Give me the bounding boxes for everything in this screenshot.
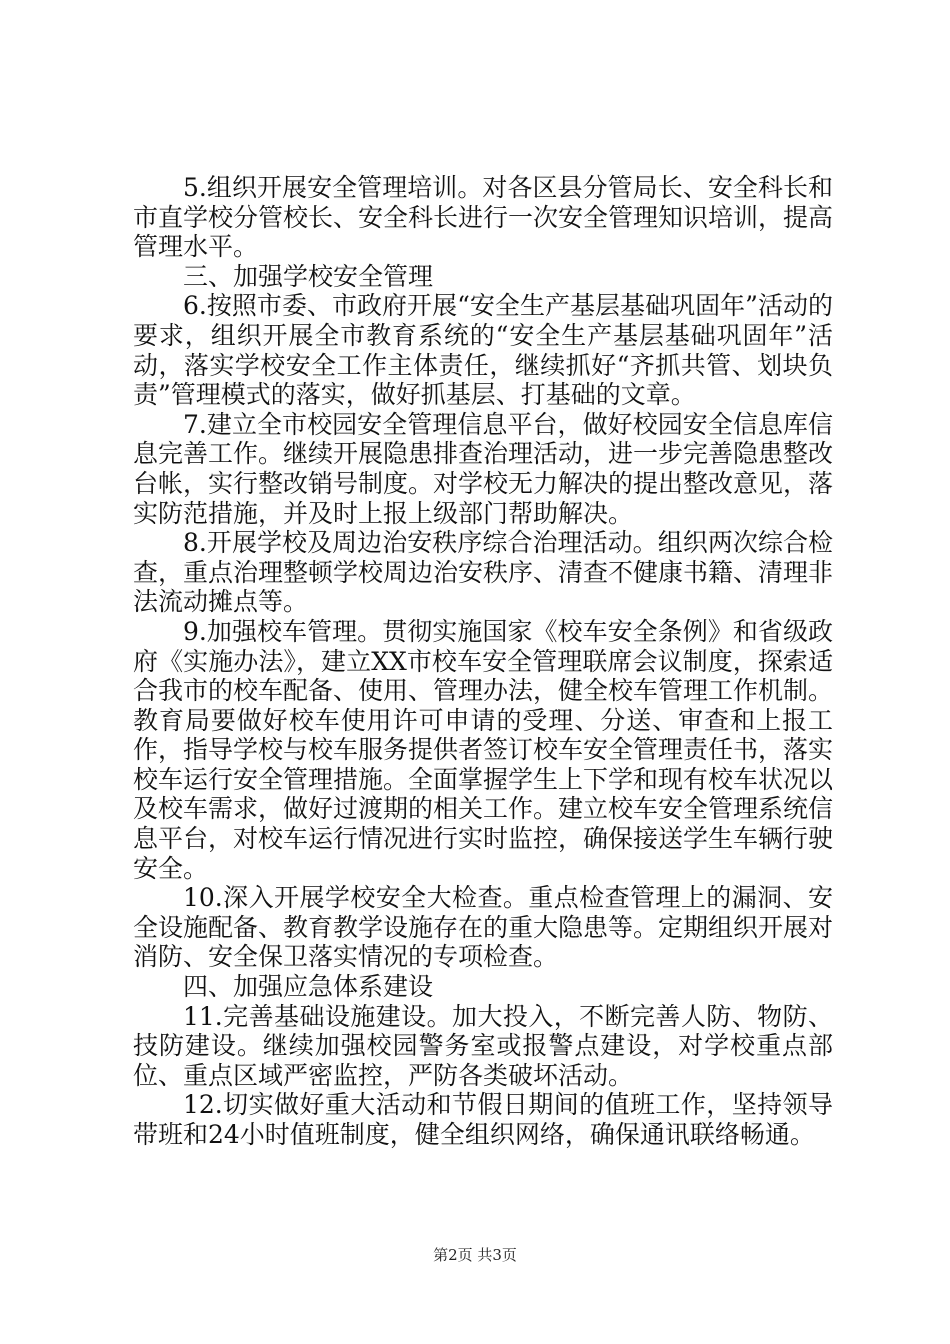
paragraph-item-5: 5.组织开展安全管理培训。对各区县分管局长、安全科长和市直学校分管校长、安全科长进行一次安全管理知识培训，提高管理水平。 [133, 173, 834, 262]
paragraph-item-11: 11.完善基础设施建设。加大投入，不断完善人防、物防、技防建设。继续加强校园警务室或报警点建设，对学校重点部位、重点区域严密监控，严防各类破坏活动。 [133, 1001, 833, 1090]
document-body [133, 173, 833, 1150]
section-heading-3: 三、加强学校安全管理 [183, 261, 434, 291]
paragraph-item-12: 12.切实做好重大活动和节假日期间的值班工作，坚持领导带班和24小时值班制度，健全组织网络，确保通讯联络畅通。 [133, 1090, 833, 1149]
paragraph-item-7: 7.建立全市校园安全管理信息平台，做好校园安全信息库信息完善工作。继续开展隐患排查治理活动，进一步完善隐患整改台帐，实行整改销号制度。对学校无力解决的提出整改意见，落实防范措施，并及时上报上级部门帮助解决。 [133, 409, 834, 528]
paragraph-item-10: 10.深入开展学校安全大检查。重点检查管理上的漏洞、安全设施配备、教育教学设施存在的重大隐患等。定期组织开展对消防、安全保卫落实情况的专项检查。 [133, 883, 834, 972]
section-heading-4: 四、加强应急体系建设 [183, 972, 434, 1002]
paragraph-item-6: 6.按照市委、市政府开展“安全生产基层基础巩固年”活动的要求，组织开展全市教育系统的“安全生产基层基础巩固年”活动，落实学校安全工作主体责任，继续抓好“齐抓共管、划块负责”管理模式的落实，做好抓基层、打基础的文章。 [133, 291, 833, 410]
paragraph-item-8: 8.开展学校及周边治安秩序综合治理活动。组织两次综合检查，重点治理整顿学校周边治安秩序、清查不健康书籍、清理非法流动摊点等。 [133, 528, 834, 617]
paragraph-item-9: 9.加强校车管理。贯彻实施国家《校车安全条例》和省级政府《实施办法》，建立XX市校车安全管理联席会议制度，探索适合我市的校车配备、使用、管理办法，健全校车管理工作机制。教育局要做好校车使用许可申请的受理、分送、审查和上报工作，指导学校与校车服务提供者签订校车安全管理责任书，落实校车运行安全管理措施。全面掌握学生上下学和现有校车状况以及校车需求，做好过渡期的相关工作。建立校车安全管理系统信息平台，对校车运行情况进行实时监控，确保接送学生车辆行驶安全。 [133, 616, 834, 883]
page-number-footer: 第2页 共3页 [433, 1246, 517, 1264]
